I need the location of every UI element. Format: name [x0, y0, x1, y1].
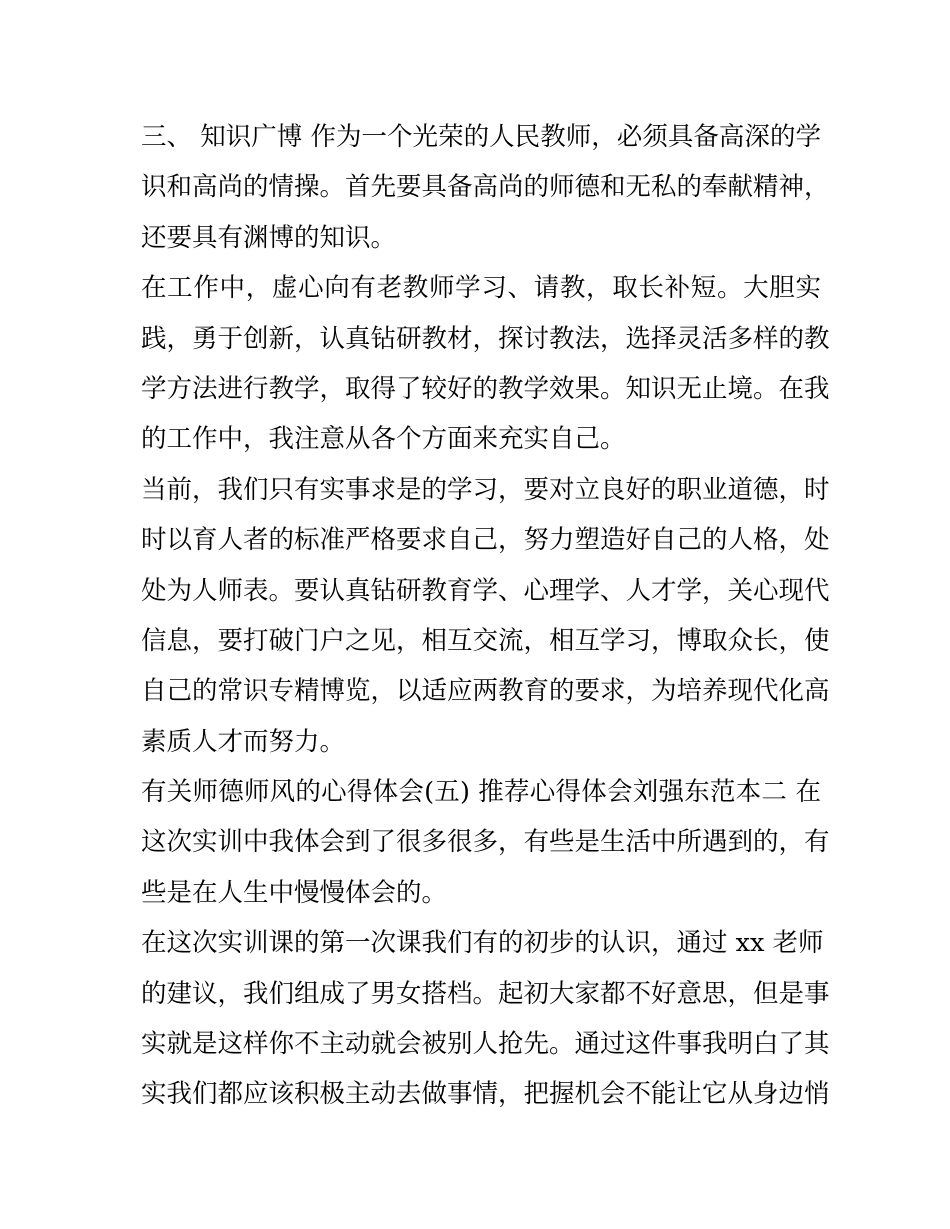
document-body — [141, 112, 830, 1120]
text-line: 有关师德师风的心得体会(五) 推荐心得体会刘强东范本二 在 — [141, 777, 821, 808]
text-line: 实就是这样你不主动就会被别人抢先。通过这件事我明白了其 — [141, 1029, 830, 1060]
paragraph — [141, 918, 830, 1120]
text-line: 的建议，我们组成了男女搭档。起初大家都不好意思，但是事 — [141, 978, 830, 1009]
text-line: 自己的常识专精博览，以适应两教育的要求，为培养现代化高 — [141, 676, 830, 707]
text-line: 这次实训中我体会到了很多很多，有些是生活中所遇到的，有 — [141, 827, 830, 858]
text-line: 的工作中，我注意从各个方面来充实自己。 — [141, 424, 626, 455]
text-line: 识和高尚的情操。首先要具备高尚的师德和无私的奉献精神， — [141, 172, 830, 203]
paragraph — [141, 767, 830, 918]
paragraph — [141, 263, 830, 465]
text-line: 些是在人生中慢慢体会的。 — [141, 877, 448, 908]
text-line: 在这次实训课的第一次课我们有的初步的认识，通过 xx 老师 — [141, 928, 824, 959]
text-line: 当前，我们只有实事求是的学习，要对立良好的职业道德，时 — [141, 474, 830, 505]
paragraph — [141, 465, 830, 767]
text-line: 处为人师表。要认真钻研教育学、心理学、人才学，关心现代 — [141, 575, 830, 606]
text-line: 践，勇于创新，认真钻研教材，探讨教法，选择灵活多样的教 — [141, 323, 830, 354]
text-line: 实我们都应该积极主动去做事情，把握机会不能让它从身边悄 — [141, 1079, 830, 1110]
text-line: 在工作中，虚心向有老教师学习、请教，取长补短。大胆实 — [141, 273, 821, 304]
text-line: 时以育人者的标准严格要求自己，努力塑造好自己的人格，处 — [141, 525, 830, 556]
paragraph — [141, 112, 830, 263]
text-line: 学方法进行教学，取得了较好的教学效果。知识无止境。在我 — [141, 373, 830, 404]
text-line: 三、 知识广博 作为一个光荣的人民教师，必须具备高深的学 — [141, 122, 821, 152]
text-line: 信息，要打破门户之见，相互交流，相互学习，博取众长，使 — [141, 625, 830, 656]
text-line: 素质人才而努力。 — [141, 726, 346, 757]
text-line: 还要具有渊博的知识。 — [141, 222, 397, 253]
